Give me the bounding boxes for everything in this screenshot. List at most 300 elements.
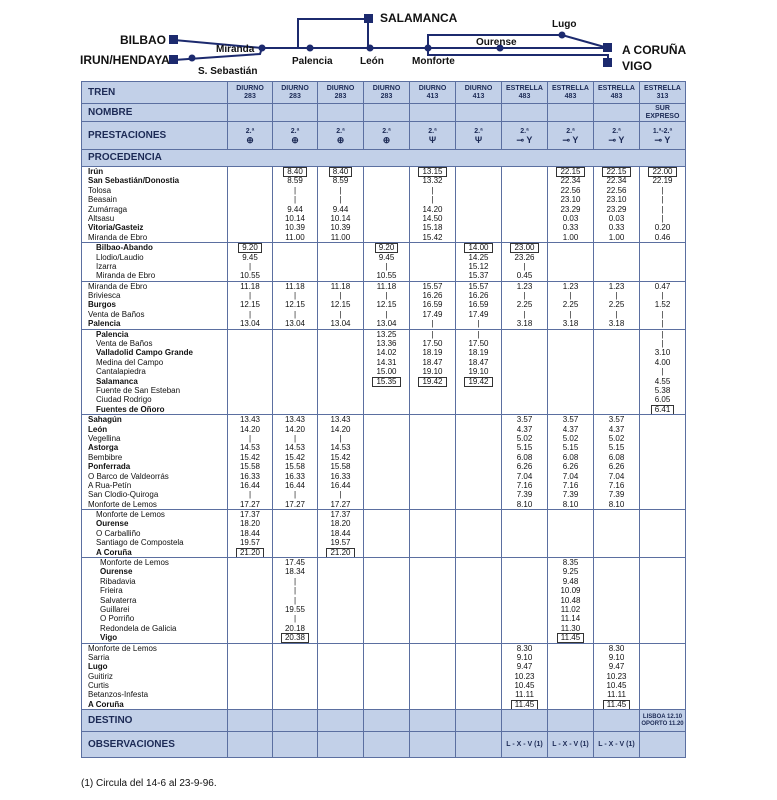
time-cell: | <box>293 586 297 596</box>
time-cell <box>364 186 409 195</box>
time-cell <box>410 700 455 709</box>
times-block-4-col-3 <box>364 415 410 510</box>
stop-bilbao <box>169 35 178 44</box>
time-cell <box>594 558 639 567</box>
station-name: San Sebastián/Donostia <box>88 176 180 186</box>
time-cell: 0.46 <box>654 232 671 242</box>
time-cell: 5.38 <box>654 385 671 395</box>
times-block-0-col-5 <box>456 167 502 243</box>
time-cell <box>548 548 593 557</box>
time-cell <box>502 538 547 547</box>
time-cell: 11.45 <box>502 700 547 709</box>
time-cell <box>410 605 455 614</box>
times-block-6-col-5 <box>456 558 502 644</box>
time-cell: 14.20 <box>330 424 351 434</box>
time-cell: 13.43 <box>330 415 351 425</box>
time-cell <box>364 481 409 490</box>
time-cell <box>318 614 363 623</box>
time-cell: 12.15 <box>376 300 397 310</box>
station-name: Briviesca <box>88 291 121 301</box>
time-cell <box>273 644 317 653</box>
times-block-5-col-8 <box>594 510 640 558</box>
time-cell <box>228 653 272 662</box>
time-cell <box>228 577 272 586</box>
time-cell: | <box>661 204 664 214</box>
time-cell <box>594 567 639 576</box>
time-cell: 17.27 <box>239 499 261 509</box>
station-name: Miranda de Ebro <box>88 232 148 242</box>
time-cell <box>364 395 409 404</box>
time-cell <box>364 176 409 185</box>
time-cell <box>364 577 409 586</box>
time-cell <box>456 529 501 538</box>
block-6 <box>82 558 686 644</box>
time-cell: 15.42 <box>422 232 443 242</box>
time-cell <box>456 624 501 633</box>
time-cell: 19.55 <box>284 604 306 614</box>
time-cell: | <box>431 329 434 339</box>
time-cell: 10.23 <box>606 671 627 681</box>
time-cell: | <box>248 309 252 319</box>
station-name: Curtis <box>88 681 109 691</box>
time-cell <box>640 644 685 653</box>
time-cell: 9.20 <box>364 243 409 252</box>
time-cell <box>548 367 593 376</box>
time-cell: 5.15 <box>608 443 625 453</box>
time-cell <box>502 567 547 576</box>
stop-irun <box>169 55 178 64</box>
time-cell: | <box>661 367 664 377</box>
times-block-3-col-4 <box>410 329 456 415</box>
station-name: Ponferrada <box>88 462 131 472</box>
time-cell <box>502 577 547 586</box>
time-cell: | <box>385 261 388 271</box>
time-cell <box>640 529 685 538</box>
time-cell <box>410 386 455 395</box>
time-cell: 9.10 <box>608 652 625 662</box>
time-cell: 16.33 <box>239 471 261 481</box>
time-cell <box>640 434 685 443</box>
time-cell <box>456 614 501 623</box>
time-cell: 8.30 <box>608 643 625 653</box>
times-block-7-col-3 <box>364 643 410 710</box>
station-name: Irún <box>88 167 104 176</box>
time-cell: 11.02 <box>560 604 581 614</box>
time-cell: 17.50 <box>422 339 443 349</box>
time-cell <box>318 605 363 614</box>
time-cell <box>318 386 363 395</box>
times-block-7-col-1 <box>273 643 318 710</box>
station-name: Sarria <box>88 652 110 662</box>
train-number: 283 <box>380 92 393 100</box>
time-cell <box>318 395 363 404</box>
time-cell <box>273 405 317 414</box>
stations-block-7 <box>82 643 228 710</box>
time-cell: | <box>523 261 526 271</box>
time-cell: 8.59 <box>287 176 303 186</box>
time-cell: 3.10 <box>654 348 671 358</box>
time-cell <box>456 662 501 671</box>
train-number: 283 <box>334 92 347 100</box>
time-cell <box>273 386 317 395</box>
time-cell: 14.25 <box>468 252 489 262</box>
time-cell: 11.11 <box>515 690 534 700</box>
prestacion-6 <box>502 122 548 150</box>
time-cell: 1.00 <box>608 232 625 242</box>
time-cell <box>410 690 455 699</box>
observacion-1 <box>273 732 318 758</box>
stop-lugo <box>559 32 566 39</box>
time-cell <box>364 386 409 395</box>
nombre-0 <box>228 104 273 122</box>
station-name: Lugo <box>88 662 108 672</box>
time-cell: 6.08 <box>562 452 579 462</box>
timetable <box>81 81 685 758</box>
times-block-0-col-4 <box>410 167 456 243</box>
times-block-3-col-7 <box>548 329 594 415</box>
time-cell <box>548 358 593 367</box>
time-cell: 22.56 <box>560 185 581 195</box>
label-prestaciones: PRESTACIONES <box>82 122 228 150</box>
time-cell <box>548 243 593 252</box>
station-name: Betanzos-Infesta <box>88 690 149 700</box>
time-cell <box>594 596 639 605</box>
time-cell <box>318 405 363 414</box>
times-block-5-col-3 <box>364 510 410 558</box>
label-vigo: VIGO <box>622 59 653 73</box>
stations-block-1 <box>82 243 228 282</box>
time-cell: 22.15 <box>548 167 593 176</box>
time-cell <box>228 633 272 642</box>
time-cell <box>594 358 639 367</box>
time-cell <box>548 662 593 671</box>
label-miranda: Miranda <box>216 44 255 55</box>
time-cell: 1.23 <box>516 281 533 291</box>
time-cell <box>364 214 409 223</box>
time-cell: 17.37 <box>330 510 351 520</box>
time-cell: 11.30 <box>560 623 581 633</box>
times-block-6-col-3 <box>364 558 410 644</box>
time-cell <box>640 700 685 709</box>
time-cell: 11.11 <box>607 690 626 700</box>
service-icon: ⊸ Y <box>562 134 579 145</box>
time-cell: 0.03 <box>608 213 625 223</box>
time-cell <box>273 538 317 547</box>
time-cell: 21.20 <box>228 548 272 557</box>
time-cell: 1.52 <box>654 300 671 310</box>
time-cell <box>228 358 272 367</box>
time-cell: 6.08 <box>608 452 625 462</box>
time-cell: 4.00 <box>654 357 671 367</box>
station-name: Altsasu <box>88 213 115 223</box>
times-block-7-col-2 <box>318 643 364 710</box>
time-cell <box>273 243 317 252</box>
time-cell <box>456 690 501 699</box>
station-name: Palencia <box>96 329 129 339</box>
time-cell <box>502 367 547 376</box>
time-cell <box>318 653 363 662</box>
station-name: Vegellina <box>88 433 121 443</box>
stop-monforte <box>425 45 432 52</box>
time-cell <box>456 386 501 395</box>
time-cell: | <box>523 309 526 319</box>
time-cell: 16.26 <box>468 291 489 301</box>
time-cell: 14.02 <box>376 348 397 358</box>
time-cell <box>228 700 272 709</box>
observacion-7 <box>548 732 594 758</box>
time-cell: | <box>248 433 252 443</box>
time-cell: | <box>477 329 480 339</box>
time-cell <box>273 377 317 386</box>
time-cell: | <box>293 595 297 605</box>
time-cell: 15.42 <box>330 452 351 462</box>
time-cell: | <box>248 261 252 271</box>
time-cell: | <box>661 213 664 223</box>
time-cell: 11.18 <box>330 281 351 291</box>
time-cell: 6.26 <box>562 462 579 472</box>
label-leon: León <box>360 56 384 67</box>
station-name: Cantalapiedra <box>96 367 146 377</box>
time-cell: 12.15 <box>284 300 306 310</box>
time-cell: 15.57 <box>468 281 489 291</box>
time-cell <box>548 700 593 709</box>
class-label: 2.ª <box>566 127 575 135</box>
stop-vigo <box>603 58 612 67</box>
times-block-3-col-1 <box>273 329 318 415</box>
time-cell <box>228 605 272 614</box>
time-cell <box>273 548 317 557</box>
time-cell: 11.00 <box>330 232 351 242</box>
time-cell: 23.10 <box>606 195 627 205</box>
time-cell: 17.27 <box>330 499 351 509</box>
service-icon: ⊕ <box>246 134 254 145</box>
stations-block-6 <box>82 558 228 644</box>
class-label: 2.ª <box>245 127 255 135</box>
time-cell <box>228 558 272 567</box>
time-cell: 3.18 <box>608 319 625 329</box>
times-block-1-col-8 <box>594 243 640 282</box>
times-block-4-col-2 <box>318 415 364 510</box>
time-cell <box>640 500 685 509</box>
time-cell <box>228 586 272 595</box>
time-cell <box>318 700 363 709</box>
time-cell <box>228 596 272 605</box>
times-block-6-col-1 <box>273 558 318 644</box>
time-cell <box>318 567 363 576</box>
time-cell: 18.44 <box>239 528 261 538</box>
time-cell: 21.20 <box>318 548 363 557</box>
time-cell: 7.16 <box>608 480 625 490</box>
time-cell: 4.37 <box>516 424 533 434</box>
time-cell <box>364 690 409 699</box>
destino-6 <box>502 710 548 732</box>
station-name: Miranda de Ebro <box>88 281 148 291</box>
time-cell <box>456 548 501 557</box>
time-cell <box>594 330 639 339</box>
station-name: Ourense <box>100 567 133 577</box>
time-cell <box>502 348 547 357</box>
time-cell <box>228 195 272 204</box>
time-cell: | <box>293 309 297 319</box>
service-icon: Ψ <box>474 134 483 145</box>
time-cell <box>594 614 639 623</box>
time-cell: 19.57 <box>239 538 261 548</box>
time-cell <box>640 672 685 681</box>
time-cell <box>364 681 409 690</box>
time-cell <box>364 548 409 557</box>
time-cell <box>410 529 455 538</box>
time-cell <box>228 223 272 232</box>
stop-salamanca <box>364 14 373 23</box>
time-cell <box>410 596 455 605</box>
time-cell <box>456 176 501 185</box>
time-cell: 0.33 <box>608 223 625 233</box>
time-cell <box>228 330 272 339</box>
time-cell: 10.45 <box>606 681 627 691</box>
time-cell: 18.47 <box>422 357 443 367</box>
time-cell <box>318 243 363 252</box>
times-block-7-col-5 <box>456 643 502 710</box>
time-cell: 13.04 <box>330 319 351 329</box>
times-block-0-col-0 <box>228 167 273 243</box>
service-icon: ⊸ Y <box>654 134 671 145</box>
time-cell: 6.05 <box>654 395 671 405</box>
station-name: A Coruña <box>96 547 132 557</box>
time-cell <box>640 519 685 528</box>
station-name: Redondela de Galicia <box>100 623 177 633</box>
time-cell: | <box>385 309 388 319</box>
time-cell <box>456 233 501 242</box>
times-block-1-col-4 <box>410 243 456 282</box>
train-type: DIURNO <box>236 84 264 92</box>
time-cell <box>228 167 272 176</box>
time-cell <box>548 690 593 699</box>
service-icon: ⊕ <box>382 134 391 145</box>
destino-1 <box>273 710 318 732</box>
time-cell <box>228 233 272 242</box>
time-cell: | <box>385 291 388 301</box>
time-cell: 16.44 <box>284 480 306 490</box>
time-cell: 9.10 <box>516 652 533 662</box>
block-0 <box>82 167 686 243</box>
observacion-9 <box>640 732 686 758</box>
time-cell: | <box>661 195 664 205</box>
label-salamanca: SALAMANCA <box>380 11 458 25</box>
station-name: Llodio/Laudio <box>96 252 144 262</box>
label-bilbao: BILBAO <box>120 33 166 47</box>
time-cell <box>364 567 409 576</box>
time-cell: 15.12 <box>468 261 489 271</box>
time-cell <box>456 510 501 519</box>
time-cell <box>228 377 272 386</box>
time-cell: 9.45 <box>378 252 395 262</box>
time-cell <box>594 348 639 357</box>
time-cell: 8.59 <box>332 176 349 186</box>
time-cell: | <box>339 433 342 443</box>
time-cell: 16.33 <box>330 471 351 481</box>
time-cell <box>273 271 317 280</box>
times-block-0-col-1 <box>273 167 318 243</box>
time-cell: 18.44 <box>330 528 351 538</box>
time-cell: 17.49 <box>422 309 443 319</box>
time-cell <box>640 271 685 280</box>
label-irun: IRUN/HENDAYA <box>80 53 170 67</box>
time-cell <box>318 596 363 605</box>
time-cell <box>228 672 272 681</box>
time-cell <box>640 243 685 252</box>
time-cell: 5.02 <box>516 433 533 443</box>
time-cell: 20.38 <box>273 633 317 642</box>
train-type: DIURNO <box>418 84 447 92</box>
time-cell <box>548 271 593 280</box>
station-name: Venta de Baños <box>96 339 153 349</box>
observacion-8 <box>594 732 640 758</box>
time-cell <box>273 358 317 367</box>
times-block-0-col-6 <box>502 167 548 243</box>
time-cell: 19.42 <box>410 377 455 386</box>
time-cell: 17.49 <box>468 309 489 319</box>
label-nombre: NOMBRE <box>82 104 228 122</box>
time-cell <box>456 577 501 586</box>
time-cell <box>410 405 455 414</box>
time-cell: | <box>661 309 664 319</box>
time-cell <box>548 519 593 528</box>
time-cell <box>318 271 363 280</box>
time-cell: 13.04 <box>239 319 261 329</box>
time-cell <box>364 700 409 709</box>
station-name: Burgos <box>88 300 116 310</box>
time-cell: 8.35 <box>562 558 579 568</box>
time-cell <box>640 662 685 671</box>
time-cell <box>228 367 272 376</box>
train-5 <box>456 82 502 104</box>
time-cell <box>594 339 639 348</box>
time-cell <box>318 348 363 357</box>
time-cell: 1.23 <box>608 281 625 291</box>
time-cell: 8.10 <box>562 499 579 509</box>
time-cell: 5.15 <box>516 443 533 453</box>
time-cell <box>456 462 501 471</box>
station-name: Bembibre <box>88 452 123 462</box>
time-cell: | <box>293 433 297 443</box>
time-cell <box>228 644 272 653</box>
time-cell <box>456 205 501 214</box>
time-cell <box>410 644 455 653</box>
service-icon: ⊸ Y <box>516 134 533 145</box>
time-cell <box>548 529 593 538</box>
row-destino <box>82 710 686 732</box>
time-cell <box>640 462 685 471</box>
times-block-1-col-2 <box>318 243 364 282</box>
station-name: Beasain <box>88 195 117 205</box>
time-cell <box>502 377 547 386</box>
time-cell: 0.33 <box>562 223 579 233</box>
station-name: Astorga <box>88 443 119 453</box>
destino-text: OPORTO 11.20 <box>641 720 684 727</box>
time-cell <box>456 481 501 490</box>
time-cell <box>594 633 639 642</box>
time-cell: 17.27 <box>284 499 306 509</box>
time-cell: | <box>339 195 342 205</box>
time-cell <box>640 510 685 519</box>
time-cell: 10.09 <box>560 586 581 596</box>
times-block-5-col-7 <box>548 510 594 558</box>
prestacion-4 <box>410 122 456 150</box>
time-cell <box>594 253 639 262</box>
time-cell <box>364 624 409 633</box>
time-cell <box>548 262 593 271</box>
time-cell <box>364 519 409 528</box>
